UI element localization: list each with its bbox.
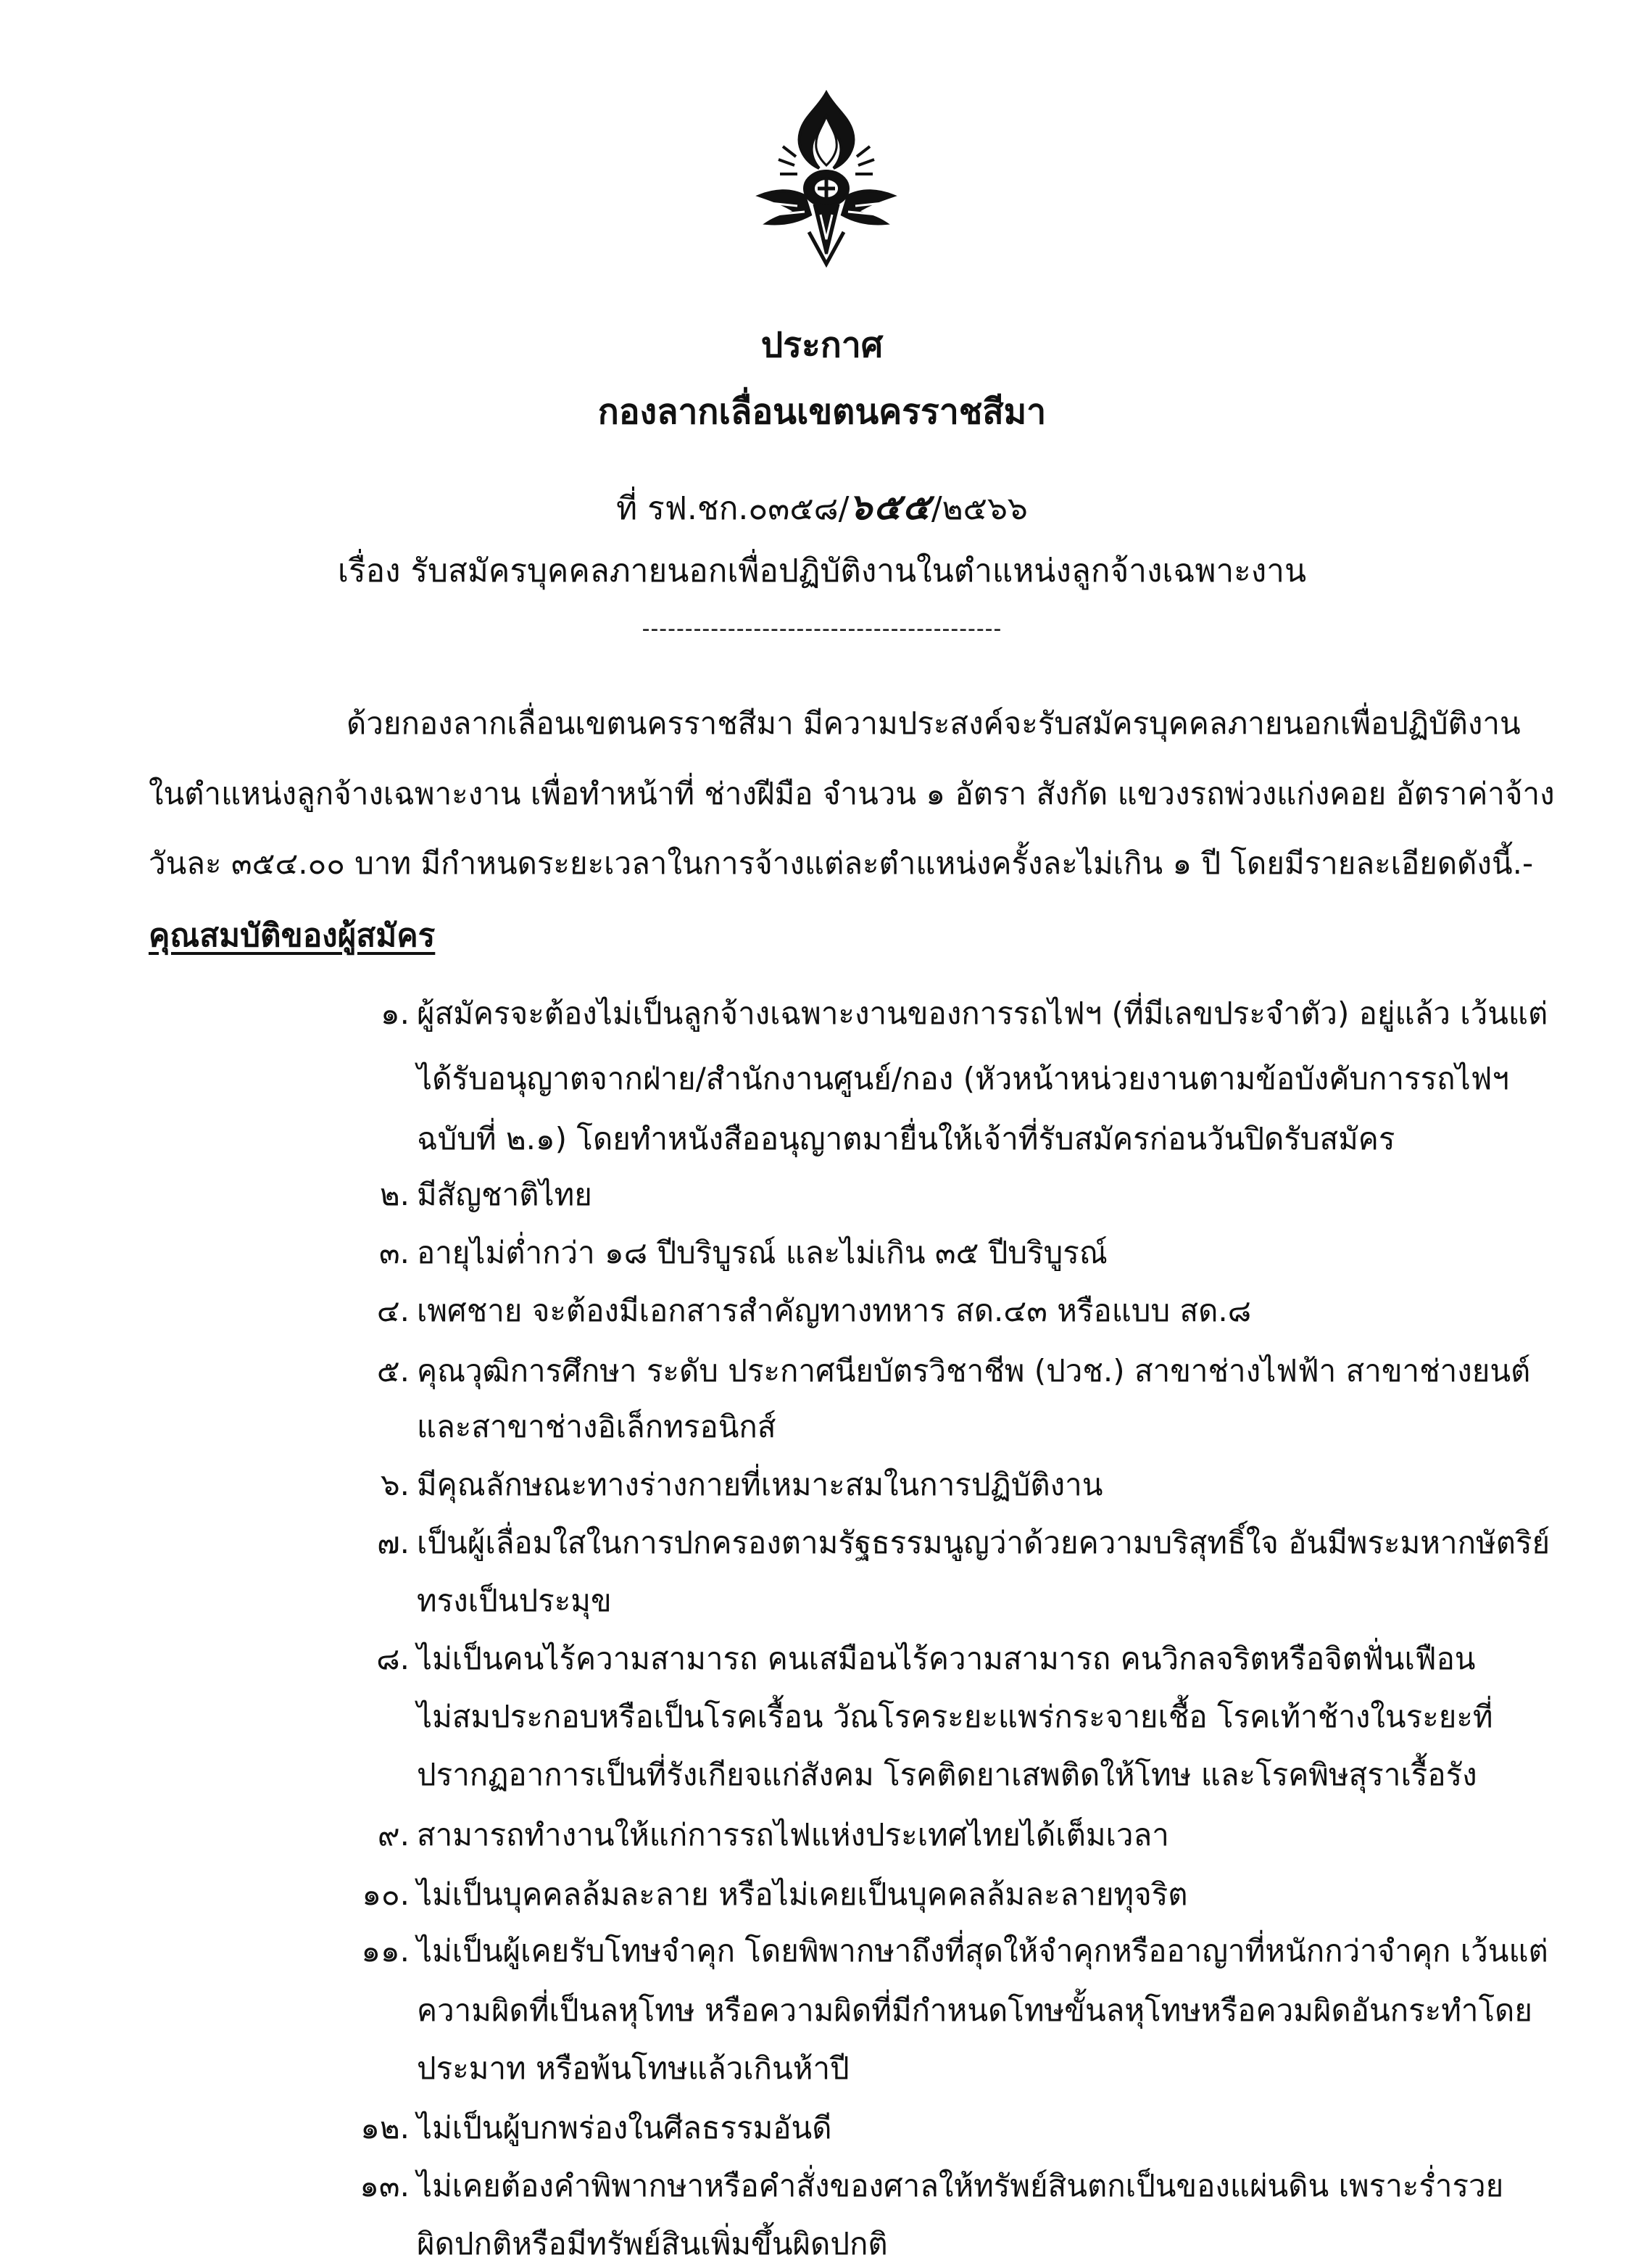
separator-line: ------------------------------------------ [642, 616, 1002, 642]
item-text-line: ไม่สมประกอบหรือเป็นโรคเรื้อน วัณโรคระยะแพร่กระจายเชื้อ โรคเท้าช้างในระยะที่ [417, 1699, 1493, 1734]
ref-prefix: ที่ รฟ.ชก.๐๓๕๘/ [616, 490, 850, 527]
item-text-line: ไม่เป็นผู้บกพร่องในศีลธรรมอันดี [417, 2110, 832, 2145]
item-text-line: สามารถทำงานให้แก่การรถไฟแห่งประเทศไทยได้เต็มเวลา [417, 1817, 1169, 1853]
item-text-line: ผิดปกติหรือมีทรัพย์สินเพิ่มขึ้นผิดปกติ [417, 2226, 888, 2261]
item-number: ๗. [377, 1525, 410, 1560]
srt-emblem-icon [754, 87, 899, 268]
item-text-line: คุณวุฒิการศึกษา ระดับ ประกาศนียบัตรวิชาชีพ (ปวช.) สาขาช่างไฟฟ้า สาขาช่างยนต์ [417, 1353, 1531, 1388]
item-number: ๕. [376, 1353, 410, 1388]
item-number: ๔. [376, 1293, 410, 1328]
item-text-line: ไม่เป็นผู้เคยรับโทษจำคุก โดยพิพากษาถึงที่สุดให้จำคุกหรืออาญาที่หนักกว่าจำคุก เว้นแต่ [417, 1933, 1548, 1969]
item-text-line: ความผิดที่เป็นลหุโทษ หรือความผิดที่มีกำหนดโทษขั้นลหุโทษหรือควมผิดอันกระทำโดย [417, 1992, 1532, 2028]
item-text-line: ปรากฏอาการเป็นที่รังเกียจแก่สังคม โรคติดยาเสพติดให้โทษ และโรคพิษสุราเรื้อรัง [417, 1757, 1477, 1792]
item-number: ๑. [380, 996, 410, 1031]
reference-number [0, 479, 1644, 536]
intro-line-2: ในตำแหน่งลูกจ้างเฉพาะงาน เพื่อทำหน้าที่ ช่างฝีมือ จำนวน ๑ อัตรา สังกัด แขวงรถพ่วงแก่งคอย อัตราค่าจ้าง [149, 776, 1555, 811]
item-text-line: เป็นผู้เลื่อมใสในการปกครองตามรัฐธรรมนูญว่าด้วยความบริสุทธิ์ใจ อันมีพระมหากษัตริย์ [417, 1525, 1550, 1560]
item-number: ๙. [377, 1817, 410, 1853]
item-text-line: ประมาท หรือพ้นโทษแล้วเกินห้าปี [417, 2050, 850, 2086]
item-text-line: อายุไม่ต่ำกว่า ๑๘ ปีบริบูรณ์ และไม่เกิน ๓๕ ปีบริบูรณ์ [417, 1235, 1108, 1270]
item-number: ๘. [376, 1641, 410, 1676]
item-text-line: มีคุณลักษณะทางร่างกายที่เหมาะสมในการปฏิบัติงาน [417, 1467, 1103, 1502]
item-number: ๒. [379, 1177, 410, 1212]
subject-line: เรื่อง รับสมัครบุคคลภายนอกเพื่อปฏิบัติงานในตำแหน่งลูกจ้างเฉพาะงาน [337, 552, 1307, 589]
item-number: ๖. [380, 1467, 410, 1502]
item-text-line: ฉบับที่ ๒.๑) โดยทำหนังสืออนุญาตมายื่นให้เจ้าที่รับสมัครก่อนวันปิดรับสมัคร [417, 1121, 1395, 1156]
organization-name: กองลากเลื่อนเขตนครราชสีมา [597, 392, 1047, 432]
item-text-line: ได้รับอนุญาตจากฝ่าย/สำนักงานศูนย์/กอง (หัวหน้าหน่วยงานตามข้อบังคับการรถไฟฯ [417, 1061, 1510, 1096]
item-text-line: เพศชาย จะต้องมีเอกสารสำคัญทางทหาร สด.๔๓ หรือแบบ สด.๘ [417, 1293, 1252, 1328]
intro-line-3: วันละ ๓๕๔.๐๐ บาท มีกำหนดระยะเวลาในการจ้างแต่ละตำแหน่งครั้งละไม่เกิน ๑ ปี โดยมีรายละเอียดดังนี้.- [149, 845, 1534, 881]
ref-suffix: /๒๕๖๖ [931, 490, 1028, 527]
item-number: ๓. [378, 1235, 410, 1270]
item-number: ๑๐. [362, 1876, 410, 1912]
announcement-title: ประกาศ [760, 325, 884, 365]
item-text-line: ไม่เป็นบุคคลล้มละลาย หรือไม่เคยเป็นบุคคลล้มละลายทุจริต [417, 1876, 1188, 1912]
item-text-line: ไม่เป็นคนไร้ความสามารถ คนเสมือนไร้ความสามารถ คนวิกลจริตหรือจิตฟั่นเฟือน [417, 1641, 1476, 1676]
item-number: ๑๒. [360, 2110, 410, 2145]
item-text-line: ทรงเป็นประมุข [417, 1583, 612, 1618]
item-text-line: ผู้สมัครจะต้องไม่เป็นลูกจ้างเฉพาะงานของการรถไฟฯ (ที่มีเลขประจำตัว) อยู่แล้ว เว้นแต่ [417, 996, 1548, 1031]
ref-handwritten-number: ๖๕๕ [849, 485, 931, 528]
item-text-line: มีสัญชาติไทย [417, 1177, 592, 1212]
qualifications-heading: คุณสมบัติของผู้สมัคร [149, 917, 436, 954]
intro-line-1: ด้วยกองลากเลื่อนเขตนครราชสีมา มีความประสงค์จะรับสมัครบุคคลภายนอกเพื่อปฏิบัติงาน [346, 705, 1521, 741]
item-number: ๑๑. [361, 1933, 410, 1969]
item-text-line: และสาขาช่างอิเล็กทรอนิกส์ [417, 1409, 776, 1444]
item-text-line: ไม่เคยต้องคำพิพากษาหรือคำสั่งของศาลให้ทรัพย์สินตกเป็นของแผ่นดิน เพราะร่ำรวย [417, 2168, 1504, 2203]
item-number: ๑๓. [360, 2168, 410, 2203]
